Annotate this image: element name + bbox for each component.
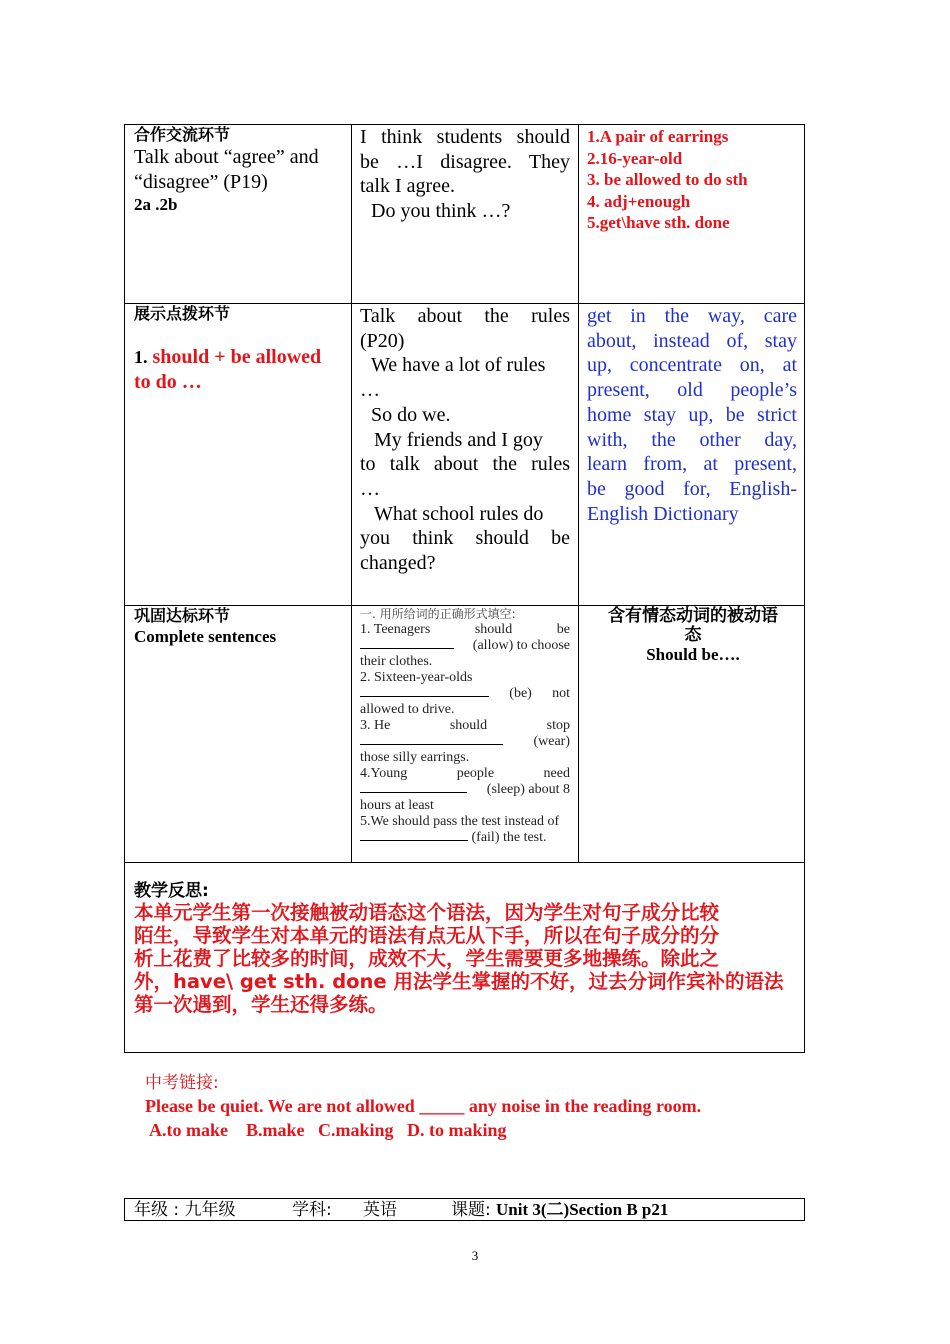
q-text: 4.Young bbox=[360, 766, 408, 781]
stage-label: 展示点拨环节 bbox=[134, 304, 231, 323]
q-text: 1. Teenagers bbox=[360, 622, 431, 637]
exam-question: Please be quiet. We are not allowed _____ any noise in the reading room. bbox=[145, 1096, 702, 1116]
q-text: 3. He bbox=[360, 718, 391, 733]
point-text: to do … bbox=[134, 371, 202, 393]
dialogue-line: changed? bbox=[360, 552, 436, 575]
key-point-item: 4. adj+enough bbox=[587, 191, 691, 211]
dialogue-line: talk I agree. bbox=[360, 175, 455, 197]
exercise-q1 bbox=[360, 622, 570, 638]
q-text: those silly earrings. bbox=[360, 750, 470, 765]
answer-blank[interactable] bbox=[360, 638, 454, 649]
dialogue-line: Do you think …? bbox=[371, 199, 511, 222]
row-divider-3 bbox=[125, 862, 804, 863]
phrase-line: present, old people’s bbox=[587, 379, 797, 402]
lesson-plan-table bbox=[124, 124, 805, 1053]
exam-label: 中考链接: bbox=[145, 1073, 219, 1093]
q-text: not bbox=[552, 686, 570, 701]
point-number: 1. bbox=[134, 347, 148, 367]
exercise-q4-line2 bbox=[360, 782, 570, 798]
reflection-line: 第一次遇到，学生还得多练。 bbox=[134, 993, 388, 1016]
topic-label: 课题: bbox=[451, 1200, 491, 1220]
dialogue-line: Talk about the rules bbox=[360, 305, 570, 327]
subject-value: 英语 bbox=[363, 1200, 397, 1220]
exercise-q5-line2 bbox=[360, 830, 570, 846]
exercise-title: Complete sentences bbox=[134, 627, 277, 646]
topic-line: “disagree” (P19) bbox=[134, 170, 268, 193]
dialogue-line: What school rules do bbox=[374, 502, 544, 525]
exercise-q2-line2 bbox=[360, 686, 570, 702]
q-text: should bbox=[474, 622, 513, 637]
dialogue-line: … bbox=[360, 477, 380, 500]
reflection-cell bbox=[134, 881, 798, 1051]
exercise-q2: 2. Sixteen-year-olds bbox=[360, 670, 473, 685]
grammar-title: 含有情态动词的被动语 bbox=[608, 606, 778, 626]
phrase-line: learn from, at present, bbox=[587, 453, 797, 476]
answer-blank[interactable] bbox=[360, 734, 503, 745]
row2-col3-cell bbox=[587, 304, 797, 604]
q-text: should bbox=[449, 718, 488, 733]
q-text: (be) bbox=[509, 686, 532, 701]
stage-label: 巩固达标环节 bbox=[134, 606, 231, 625]
phrase-line: home stay up, be strict bbox=[587, 403, 797, 426]
row2-col1-cell bbox=[134, 304, 346, 604]
q-text: need bbox=[543, 766, 570, 781]
dialogue-line: So do we. bbox=[371, 403, 451, 426]
phrase-line: get in the way, care bbox=[587, 305, 797, 327]
reflection-line: 陌生，导致学生对本单元的语法有点无从下手，所以在句子成分的分 bbox=[134, 924, 720, 947]
exercise-q3 bbox=[360, 718, 570, 734]
q-text: (wear) bbox=[533, 734, 570, 749]
row1-col1-cell bbox=[134, 125, 346, 303]
dialogue-line: We have a lot of rules bbox=[371, 354, 546, 377]
q-text: people bbox=[456, 766, 495, 781]
dialogue-line: My friends and I goy bbox=[374, 428, 543, 451]
subject-label: 学科: bbox=[292, 1200, 332, 1220]
reflection-text bbox=[134, 901, 798, 1016]
q-text: (fail) the test. bbox=[471, 830, 547, 845]
answer-blank[interactable] bbox=[360, 830, 468, 841]
q-text: their clothes. bbox=[360, 654, 433, 669]
answer-blank[interactable] bbox=[360, 782, 467, 793]
dialogue-line: I think students should bbox=[360, 126, 570, 148]
q-text: hours at least bbox=[360, 798, 434, 813]
topic-value: Unit 3(二)Section B p21 bbox=[496, 1200, 669, 1219]
topic-line: Talk about “agree” and bbox=[134, 146, 319, 168]
exam-link-section bbox=[145, 1072, 795, 1142]
reflection-line: 析上花费了比较多的时间，成效不大，学生需要更多地操练。除此之 bbox=[134, 947, 720, 970]
row1-col2-cell bbox=[360, 125, 570, 303]
grammar-subtitle: Should be…. bbox=[646, 645, 740, 664]
row3-col1-cell bbox=[134, 606, 346, 862]
answer-blank[interactable] bbox=[360, 686, 489, 697]
grammar-title: 态 bbox=[684, 625, 702, 645]
point-text: should + be allowed bbox=[152, 346, 322, 368]
course-info-bar bbox=[124, 1198, 805, 1221]
stage-label: 合作交流环节 bbox=[134, 125, 231, 144]
exercise-q5: 5.We should pass the test instead of bbox=[360, 814, 560, 829]
grammar-point bbox=[134, 345, 346, 395]
dialogue-line: … bbox=[360, 379, 380, 402]
exercise-instruction: 一. 用所给词的正确形式填空: bbox=[360, 607, 516, 621]
dialogue-line: to talk about the rules bbox=[360, 453, 570, 476]
q-text: (sleep) about 8 bbox=[486, 782, 570, 797]
dialogue-line: (P20) bbox=[360, 329, 405, 352]
q-text: allowed to drive. bbox=[360, 702, 455, 717]
column-divider-2 bbox=[578, 125, 579, 862]
column-divider-1 bbox=[351, 125, 352, 862]
key-point-item: 2.16-year-old bbox=[587, 148, 683, 168]
option-a: A.to make bbox=[149, 1120, 228, 1140]
reflection-line: 外，have\ get sth. done 用法学生掌握的不好，过去分词作宾补的语法 bbox=[134, 970, 784, 993]
dialogue-line: be …I disagree. They bbox=[360, 150, 570, 173]
row2-col2-cell bbox=[360, 304, 570, 604]
reflection-label: 教学反思: bbox=[134, 881, 209, 901]
option-b: B.make bbox=[246, 1120, 305, 1140]
q-text: stop bbox=[546, 718, 570, 733]
q-text: (allow) to choose bbox=[472, 638, 570, 653]
q-text: be bbox=[556, 622, 570, 637]
phrase-line: with, the other day, bbox=[587, 428, 797, 451]
option-c: C.making bbox=[318, 1120, 394, 1140]
row3-col3-cell bbox=[587, 606, 799, 862]
row3-col2-cell bbox=[360, 606, 570, 862]
phrase-line: English Dictionary bbox=[587, 502, 739, 525]
exercise-q4 bbox=[360, 766, 570, 782]
exercise-q1-line2 bbox=[360, 638, 570, 654]
key-point-item: 3. be allowed to do sth bbox=[587, 170, 748, 189]
dialogue-line: you think should be bbox=[360, 527, 570, 550]
key-point-item: 5.get\have sth. done bbox=[587, 213, 730, 232]
exam-options bbox=[145, 1118, 795, 1142]
grade-label: 年级 : 九年级 bbox=[134, 1200, 236, 1220]
reference-text: 2a .2b bbox=[134, 195, 178, 214]
option-d: D. to making bbox=[407, 1120, 507, 1140]
row1-col3-cell bbox=[587, 126, 799, 304]
topic-text bbox=[134, 145, 346, 194]
phrase-line: be good for, English- bbox=[587, 477, 797, 500]
phrase-line: about, instead of, stay bbox=[587, 329, 797, 352]
page-number: 3 bbox=[471, 1248, 479, 1263]
phrase-line: up, concentrate on, at bbox=[587, 354, 797, 377]
reflection-line: 本单元学生第一次接触被动语态这个语法，因为学生对句子成分比较 bbox=[134, 901, 720, 924]
exercise-q3-line2 bbox=[360, 734, 570, 750]
key-point-item: 1.A pair of earrings bbox=[587, 127, 729, 146]
